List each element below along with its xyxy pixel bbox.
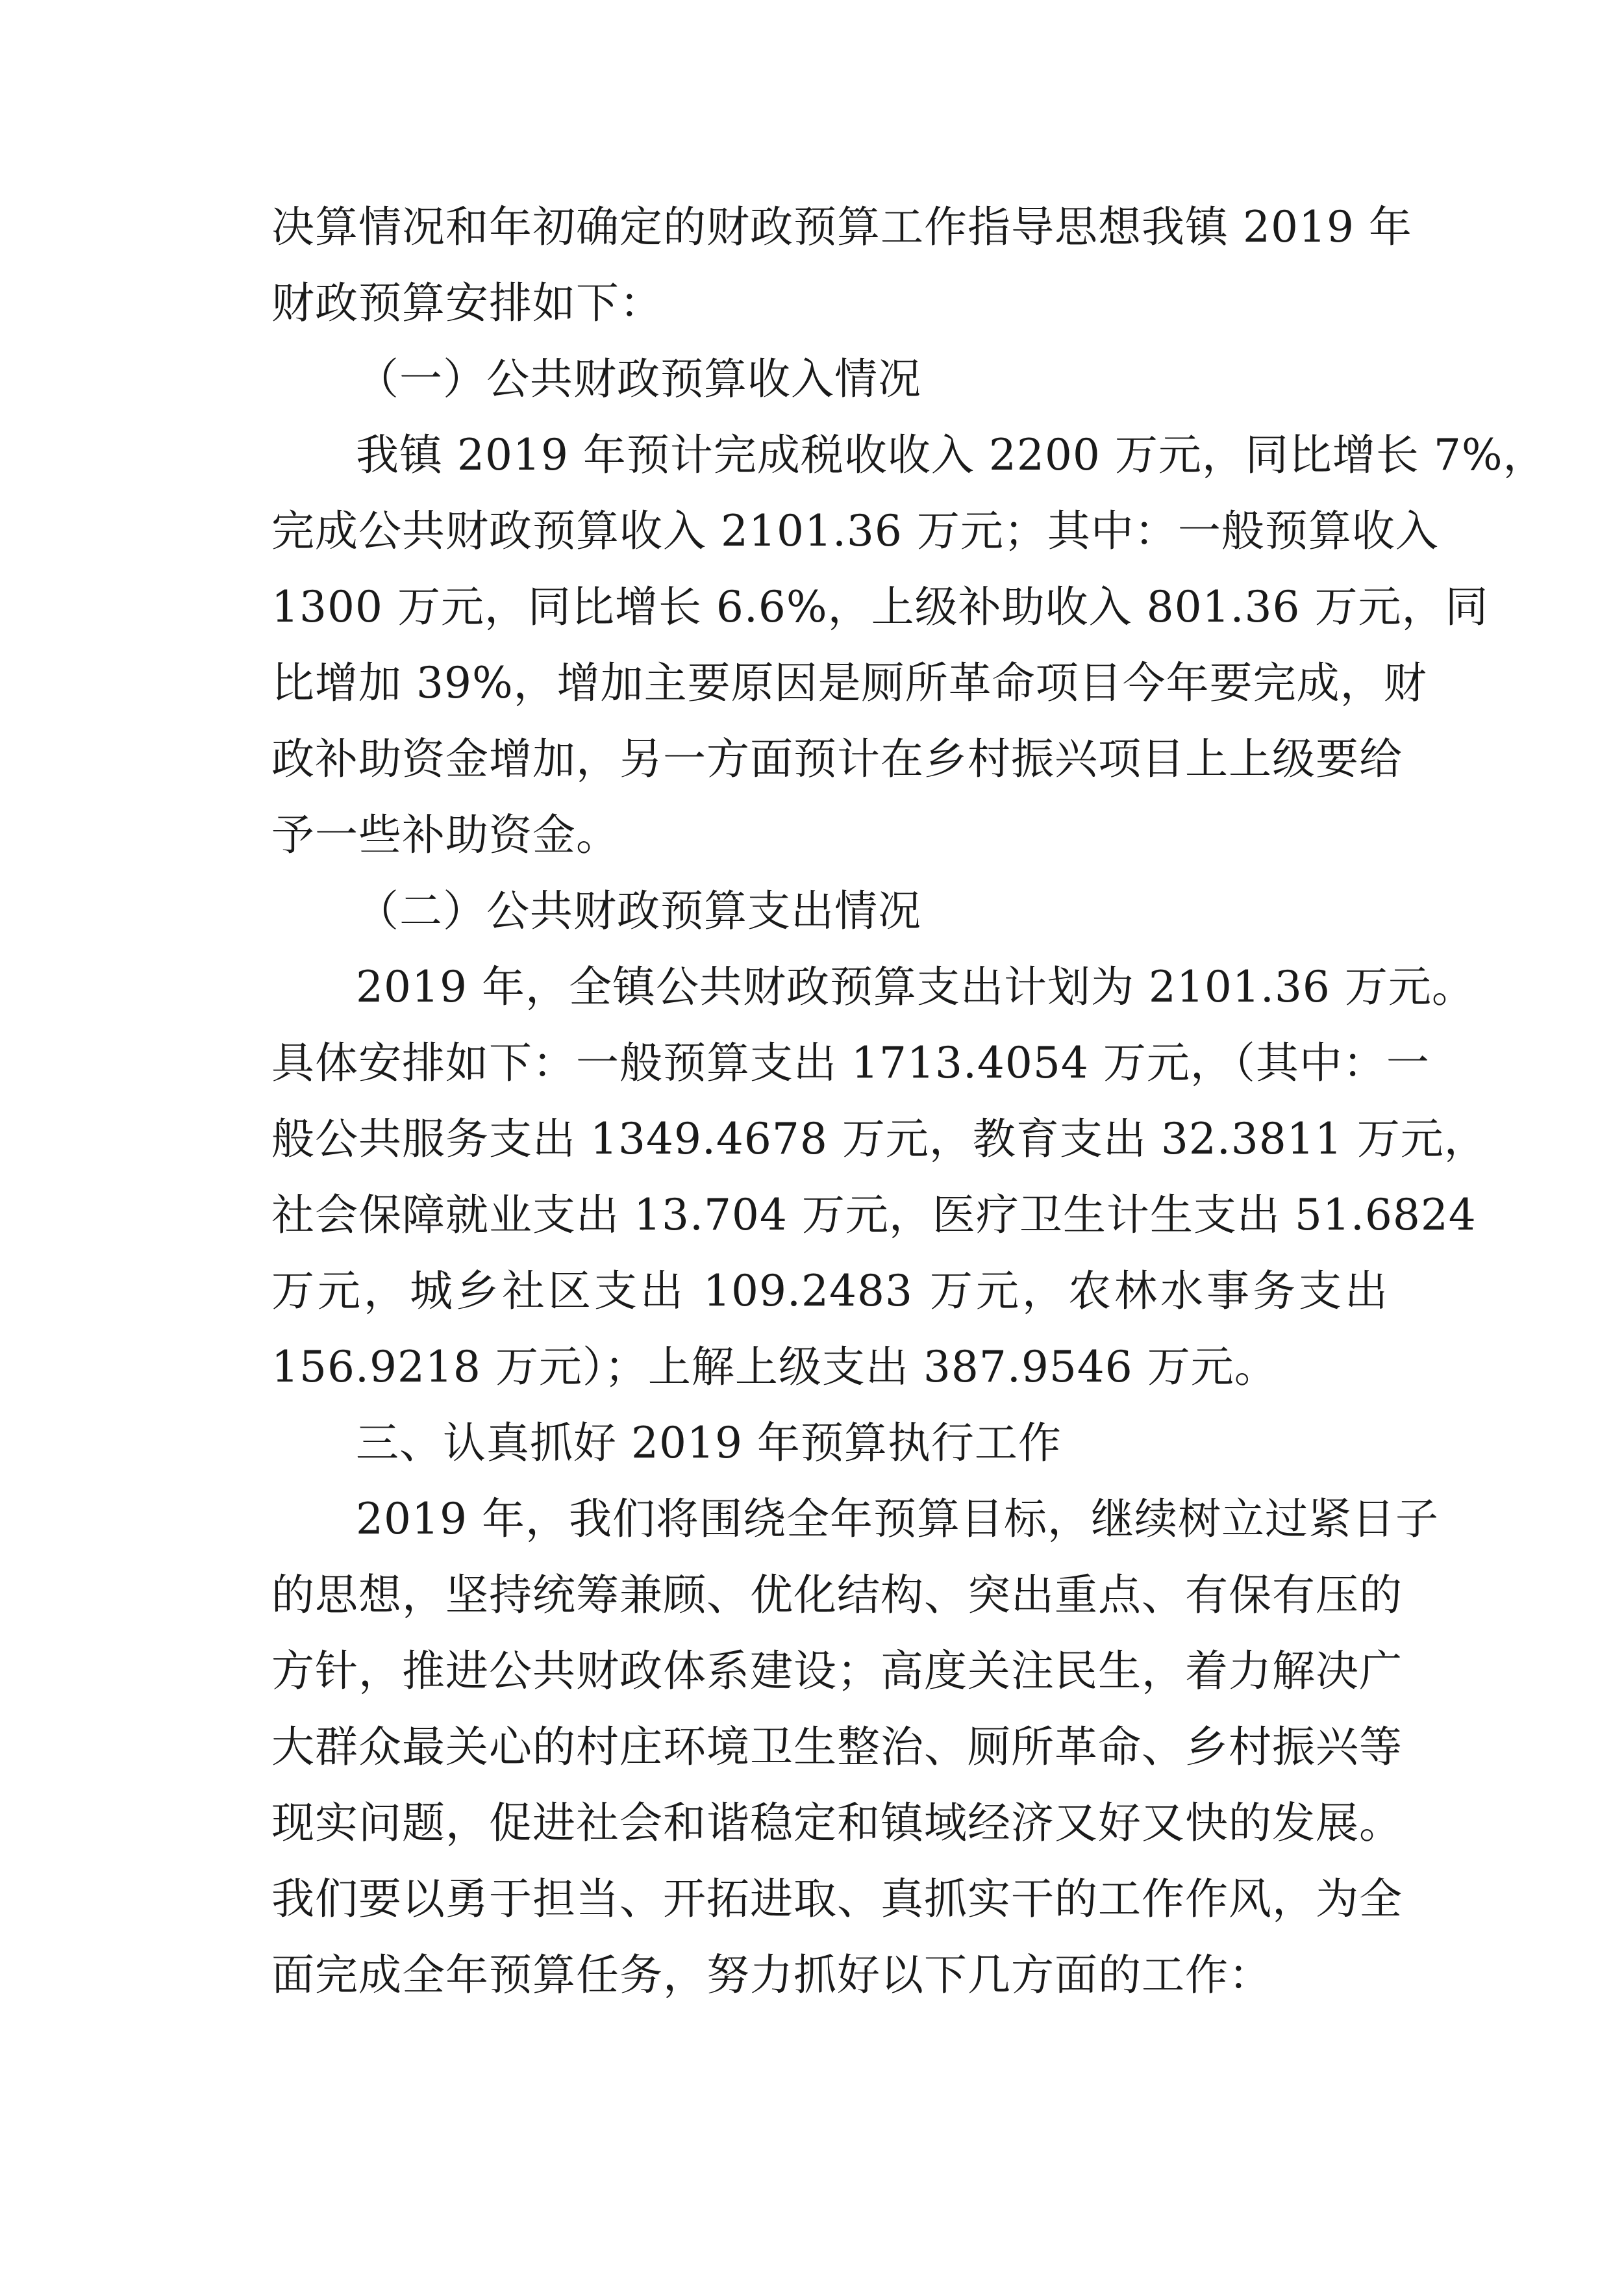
text-line: 方针，推进公共财政体系建设；高度关注民生，着力解决广: [271, 1646, 1403, 1696]
text-line: 完成公共财政预算收入 2101.36 万元；其中：一般预算收入: [271, 506, 1439, 556]
text-line: 的思想，坚持统筹兼顾、优化结构、突出重点、有保有压的: [271, 1570, 1403, 1620]
text-line: 2019 年，我们将围绕全年预算目标，继续树立过紧日子: [356, 1494, 1439, 1544]
text-line: 决算情况和年初确定的财政预算工作指导思想我镇 2019 年: [271, 202, 1412, 252]
text-line: 予一些补助资金。: [271, 810, 619, 860]
section-heading: （二）公共财政预算支出情况: [356, 886, 921, 936]
text-line: 万元，城乡社区支出 109.2483 万元，农林水事务支出: [271, 1266, 1388, 1316]
text-line: 现实问题，促进社会和谐稳定和镇域经济又好又快的发展。: [271, 1798, 1403, 1848]
text-line: 面完成全年预算任务，努力抓好以下几方面的工作：: [271, 1950, 1272, 2000]
text-line: 156.9218 万元）；上解上级支出 387.9546 万元。: [271, 1342, 1278, 1392]
text-line: 我镇 2019 年预计完成税收收入 2200 万元，同比增长 7%，: [356, 430, 1547, 480]
text-line: 2019 年，全镇公共财政预算支出计划为 2101.36 万元。: [356, 962, 1475, 1012]
text-line: 财政预算安排如下：: [271, 278, 663, 328]
text-line: 般公共服务支出 1349.4678 万元，教育支出 32.3811 万元，: [271, 1114, 1488, 1164]
text-line: 比增加 39%，增加主要原因是厕所革命项目今年要完成，财: [271, 658, 1427, 708]
text-line: 1300 万元，同比增长 6.6%，上级补助收入 801.36 万元，同: [271, 582, 1489, 632]
text-line: 大群众最关心的村庄环境卫生整治、厕所革命、乡村振兴等: [271, 1722, 1403, 1772]
section-heading: （一）公共财政预算收入情况: [356, 354, 921, 404]
text-line: 我们要以勇于担当、开拓进取、真抓实干的工作作风，为全: [271, 1874, 1403, 1924]
section-heading: 三、认真抓好 2019 年预算执行工作: [356, 1418, 1062, 1468]
text-line: 具体安排如下：一般预算支出 1713.4054 万元，（其中：一: [271, 1038, 1430, 1088]
text-line: 社会保障就业支出 13.704 万元，医疗卫生计生支出 51.6824: [271, 1190, 1477, 1240]
text-line: 政补助资金增加，另一方面预计在乡村振兴项目上上级要给: [271, 734, 1403, 784]
